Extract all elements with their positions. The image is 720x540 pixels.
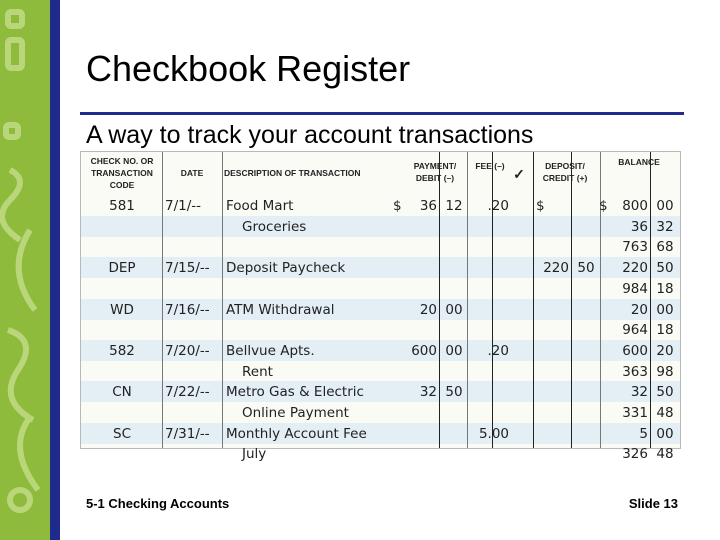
register-cell-bal-c: 20 [656, 342, 674, 359]
register-cell-bal-c: 68 [656, 239, 674, 256]
header-balance: BALANCE [618, 157, 660, 167]
column-divider [533, 152, 534, 448]
register-cell-bal-d: 800 [622, 198, 648, 214]
register-cell-bal-d: 20 [630, 301, 648, 318]
header-payment: PAYMENT/ DEBIT (–) [413, 161, 457, 183]
register-cell-bal-d: 600 [622, 342, 648, 359]
register-cell-pay-c: 50 [445, 384, 463, 401]
register-cell-code: WD [110, 301, 134, 318]
register-cell-date: 7/20/-- [165, 342, 210, 359]
register-cell-bal-c: 00 [656, 198, 674, 214]
register-cell-pay-sign: $ [393, 198, 402, 214]
register-cell-dep-c: 50 [577, 260, 595, 277]
footer-slide-number: Slide 13 [628, 496, 678, 511]
register-cell-desc: Groceries [242, 218, 307, 235]
register-cell-bal-c: 48 [656, 405, 674, 421]
register-cell-pay-d: 600 [411, 342, 437, 359]
register-cell-bal-c: 18 [656, 322, 674, 339]
register-cell-desc: Monthly Account Fee [226, 425, 367, 442]
register-cell-bal-d: 984 [622, 280, 648, 297]
register-cell-desc: ATM Withdrawal [226, 301, 335, 318]
register-cell-dep-sign: $ [536, 198, 545, 214]
register-cell-bal-d: 36 [630, 218, 648, 235]
header-deposit: DEPOSIT/ CREDIT (+) [542, 161, 588, 183]
header-description: DESCRIPTION OF TRANSACTION [224, 168, 361, 178]
register-cell-code: CN [112, 384, 132, 401]
register-cell-bal-d: 363 [622, 363, 648, 380]
register-cell-code: SC [113, 425, 131, 442]
register-cell-bal-d: 326 [622, 446, 648, 463]
header-date: DATE [180, 168, 204, 178]
header-check-no: CHECK NO. OR TRANSACTION CODE [90, 156, 154, 190]
title-divider [80, 112, 684, 115]
register-cell-code: 581 [109, 198, 135, 214]
column-divider [571, 152, 572, 448]
register-cell-bal-d: 964 [622, 322, 648, 339]
register-cell-bal-c: 48 [656, 446, 674, 463]
register-cell-pay-d: 20 [419, 301, 437, 318]
register-cell-fee: .20 [487, 342, 509, 359]
register-cell-desc: Rent [242, 363, 273, 380]
register-cell-pay-d: 36 [419, 198, 437, 214]
register-cell-bal-sign: $ [599, 198, 608, 214]
register-cell-bal-d: 5 [639, 425, 648, 442]
register-cell-bal-c: 18 [656, 280, 674, 297]
header-check-mark: ✓ [513, 166, 525, 182]
register-cell-code: 582 [109, 342, 135, 359]
register-cell-bal-c: 98 [656, 363, 674, 380]
register-cell-date: 7/22/-- [165, 384, 210, 401]
column-divider [467, 152, 468, 448]
register-cell-fee: .20 [487, 198, 509, 214]
register-cell-bal-d: 32 [630, 384, 648, 401]
register-cell-date: 7/15/-- [165, 260, 210, 277]
register-cell-date: 7/1/-- [165, 198, 202, 214]
register-cell-desc: Metro Gas & Electric [226, 384, 364, 401]
register-cell-fee: 5.00 [478, 425, 509, 442]
register-cell-bal-d: 763 [622, 239, 648, 256]
register-cell-pay-c: 00 [445, 342, 463, 359]
decorative-sidebar [0, 0, 50, 540]
register-cell-dep-d: 220 [543, 260, 569, 277]
column-divider [650, 152, 651, 448]
slide-subtitle: A way to track your account transactions [86, 121, 534, 149]
checkbook-register [80, 151, 681, 463]
register-cell-desc: Online Payment [242, 405, 349, 421]
register-cell-bal-d: 220 [622, 260, 648, 277]
register-cell-bal-c: 50 [656, 260, 674, 277]
register-cell-desc: July [242, 446, 267, 463]
register-cell-pay-c: 12 [445, 198, 463, 214]
register-cell-desc: Food Mart [226, 198, 294, 214]
register-cell-pay-d: 32 [419, 384, 437, 401]
slide-title: Checkbook Register [86, 48, 411, 89]
header-fee: FEE (–) [475, 161, 505, 171]
footer-section-title: 5-1 Checking Accounts [86, 496, 230, 511]
register-cell-code: DEP [108, 260, 136, 277]
sidebar-band [50, 0, 60, 540]
register-cell-bal-d: 331 [622, 405, 648, 421]
register-cell-bal-c: 50 [656, 384, 674, 401]
column-divider [162, 152, 163, 448]
register-cell-desc: Bellvue Apts. [226, 342, 315, 359]
register-cell-date: 7/16/-- [165, 301, 210, 318]
register-cell-bal-c: 00 [656, 425, 674, 442]
register-cell-date: 7/31/-- [165, 425, 210, 442]
register-cell-desc: Deposit Paycheck [226, 260, 346, 277]
register-cell-bal-c: 32 [656, 218, 674, 235]
register-cell-pay-c: 00 [445, 301, 463, 318]
register-cell-bal-c: 00 [656, 301, 674, 318]
